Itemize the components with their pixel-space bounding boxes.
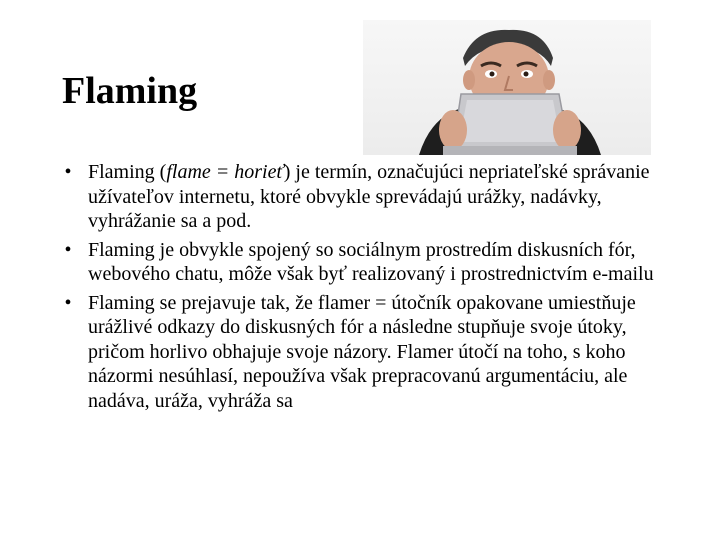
bullet-text: Flaming (	[88, 161, 167, 183]
bullet-text: Flaming je obvykle spojený so sociálnym prostredím diskusních fór, webového chatu, môže však byť realizovaný i prostrednictvím e-mailu	[88, 238, 654, 285]
man-with-laptop-image	[363, 20, 651, 155]
bullet-marker: •	[64, 238, 72, 261]
man-with-laptop-illustration	[363, 20, 651, 155]
bullet-item	[58, 160, 683, 234]
bullet-item	[58, 291, 683, 414]
slide-title: Flaming	[62, 70, 198, 112]
bullet-item	[58, 238, 683, 287]
bullet-italic-text: flame = horieť	[166, 161, 284, 183]
bullet-text: ) je termín, označujúci nepriateľské správanie užívateľov internetu, ktoré obvykle sprevádajú urážky, nadávky, vyhrážanie sa a pod.	[88, 161, 650, 232]
bullet-marker: •	[64, 161, 72, 183]
bullet-text: Flaming se prejavuje tak, že flamer = útočník opakovane umiestňuje urážlivé odkazy do diskusných fór a následne stupňuje svoje útoky, pričom horlivo obhajuje svoje názory. Flamer útočí na toho, s koho názormi nesúhlasí, nepoužíva však prepracovanú argumentáciu, ale nadáva, uráža, vyhráža sa	[88, 291, 636, 412]
bullet-marker: •	[64, 291, 72, 314]
bullet-list	[58, 160, 683, 417]
